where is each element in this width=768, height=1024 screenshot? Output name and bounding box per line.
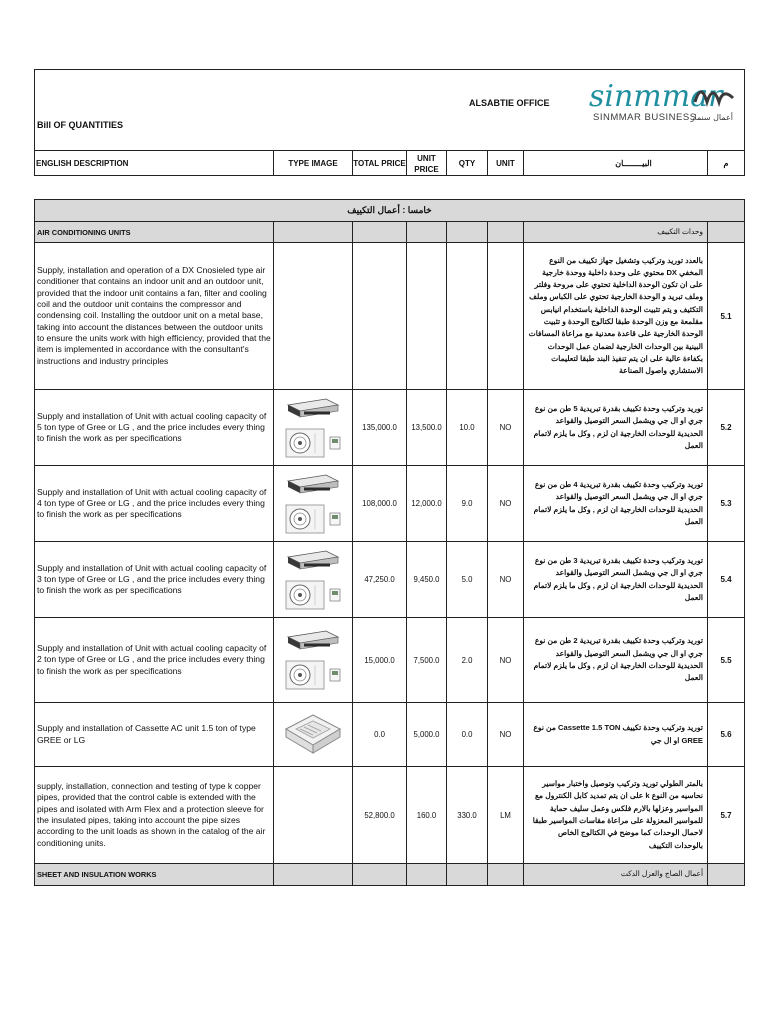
ducted-split-unit-image	[282, 627, 344, 693]
svg-text:sinmmar: sinmmar	[589, 79, 723, 114]
item-image-cell	[273, 466, 352, 541]
item-unit-price: 13,500.0	[406, 390, 446, 465]
item-total-price: 47,250.0	[352, 542, 406, 617]
item-number: 5.3	[707, 466, 744, 541]
table-row	[35, 542, 744, 618]
item-description-en: Supply and installation of Unit with actual cooling capacity of 3 ton type of Gree or LG , and the price includes every thing to finish the work as per specifications	[37, 562, 267, 596]
item-unit: NO	[487, 618, 523, 702]
col-english-description: ENGLISH DESCRIPTION	[36, 159, 129, 168]
item-description-ar: بالعدد توريد وتركيب وتشغيل جهاز تكييف من النوع المخفي DX محتوي على وحدة داخلية ووحدة خارجية على ان تكون الوحدة الداخلية تحتوي على مروحة وفلتر وملف تبريد و الوحدة الخارجية تحتوي على الكباس وملف التكثيف و يتم تثبيت الوحدة الداخلية باستخدام انيابس مقلمعة مع وزن الوحدة طبقا لكتالوج الوحدة و تثبيت الوحدة الخارجية على قاعدة معدنية مع مراعاة المسافات البينية بين الوحدات الخارجية لضمان عمل الوحدات بكفاءة عالية على ان يتم تنفيذ البند طبقا لتعليمات الاستشاري واصول الصناعة	[523, 243, 707, 389]
item-number: 5.7	[707, 767, 744, 863]
item-qty: 0.0	[446, 703, 487, 766]
col-type-image: TYPE IMAGE	[273, 151, 352, 176]
table-row	[35, 243, 744, 390]
company-logo	[587, 74, 739, 126]
table-row	[35, 390, 744, 466]
item-unit-price	[406, 243, 446, 389]
item-description-en: Supply and installation of Cassette AC unit 1.5 ton of type GREE or LG	[37, 723, 256, 745]
item-image-cell	[273, 767, 352, 863]
table-row	[35, 703, 744, 767]
subsection-title-en: SHEET AND INSULATION WORKS	[37, 870, 157, 879]
item-unit-price: 7,500.0	[406, 618, 446, 702]
table-row	[35, 466, 744, 542]
item-description-ar: توريد وتركيب وحدة تكييف بقدرة تبريدية 5 طن من نوع جري او ال جي ويشمل السعر التوصيل والقواعد الحديدية للوحدات الخارجية ان لزم , وكل ما يلزم لاتمام العمل	[523, 390, 707, 465]
item-qty: 10.0	[446, 390, 487, 465]
item-image-cell	[273, 703, 352, 766]
item-total-price: 108,000.0	[352, 466, 406, 541]
item-number: 5.6	[707, 703, 744, 766]
item-unit-price: 5,000.0	[406, 703, 446, 766]
item-total-price: 52,800.0	[352, 767, 406, 863]
col-arabic-description: البيــــــــان	[523, 151, 743, 176]
ducted-split-unit-image	[282, 547, 344, 613]
item-qty	[446, 243, 487, 389]
item-unit: NO	[487, 466, 523, 541]
item-description-ar: توريد وتركيب وحدة تكييف بقدرة تبريدية 2 طن من نوع جري او ال جي ويشمل السعر التوصيل والقواعد الحديدية للوحدات الخارجية ان لزم , وكل ما يلزم لاتمام العمل	[523, 618, 707, 702]
column-header-row	[35, 150, 744, 176]
item-description-ar: توريد وتركيب وحدة تكييف بقدرة تبريدية 3 طن من نوع جري او ال جي ويشمل السعر التوصيل والقواعد الحديدية للوحدات الخارجية ان لزم , وكل ما يلزم لاتمام العمل	[523, 542, 707, 617]
item-number: 5.4	[707, 542, 744, 617]
item-qty: 330.0	[446, 767, 487, 863]
item-total-price: 15,000.0	[352, 618, 406, 702]
item-description-ar: توريد وتركيب وحدة تكييف بقدرة تبريدية 4 طن من نوع جري او ال جي ويشمل السعر التوصيل والقواعد الحديدية للوحدات الخارجية ان لزم , وكل ما يلزم لاتمام العمل	[523, 466, 707, 541]
item-total-price: 135,000.0	[352, 390, 406, 465]
subsection-title-ar: وحدات التكييف	[523, 222, 707, 242]
item-unit: NO	[487, 703, 523, 766]
item-total-price	[352, 243, 406, 389]
item-unit-price: 12,000.0	[406, 466, 446, 541]
item-qty: 5.0	[446, 542, 487, 617]
item-description-en: Supply and installation of Unit with actual cooling capacity of 5 ton type of Gree or LG , and the price includes every thing to finish the work as per specifications	[37, 410, 267, 444]
item-number: 5.2	[707, 390, 744, 465]
document-title: Bill OF QUANTITIES	[37, 120, 124, 130]
item-description-en: Supply and installation of Unit with actual cooling capacity of 2 ton type of Gree or LG , and the price includes every thing to finish the work as per specifications	[37, 643, 267, 676]
item-description-en: Supply and installation of Unit with actual cooling capacity of 4 ton type of Gree or LG , and the price includes every thing to finish the work as per specifications	[37, 486, 267, 520]
item-description-en: Supply, installation and operation of a DX Cnosieled type air conditioner that contains an indoor unit and an outdoor unit, provided that the indoor unit contains a fan, filter and cooling coil and the outdoor unit contains the compressor and condensing coil. Installing the outdoor unit on a metal base, taking into account the distances between the outdoor units to ensure the units work with high efficiency, provided that the item is implemented in accordance with the consultant's instructions and industry principles	[37, 265, 271, 366]
col-unit: UNIT	[487, 151, 523, 176]
item-unit	[487, 243, 523, 389]
col-total-price: TOTAL PRICE	[352, 151, 406, 176]
item-image-cell	[273, 542, 352, 617]
item-description-en: supply, installation, connection and testing of type k copper pipes, provided that the control cable is extended with the pipes and isolated with Arm Flex and a protection sleeve for the insulated pipes, taking into account the pipe sizes according to the unit loads as shown in the catalog of the air conditioning units.	[37, 781, 266, 848]
col-unit-price: UNIT PRICE	[406, 151, 446, 176]
office-name: ALSABTIE OFFICE	[469, 98, 550, 108]
section-title-row	[35, 200, 744, 222]
subsection-title-ar: أعمال الصاج والعزل الدكت	[523, 864, 707, 885]
item-unit: NO	[487, 542, 523, 617]
col-qty: QTY	[446, 151, 487, 176]
item-image-cell	[273, 390, 352, 465]
subsection-title-en: AIR CONDITIONING UNITS	[37, 227, 131, 237]
svg-text:SINMMAR BUSINESS: SINMMAR BUSINESS	[593, 112, 697, 123]
item-unit: NO	[487, 390, 523, 465]
ducted-split-unit-image	[282, 395, 344, 461]
item-total-price: 0.0	[352, 703, 406, 766]
item-unit-price: 160.0	[406, 767, 446, 863]
cassette-unit-image	[282, 707, 344, 763]
subsection-row	[35, 222, 744, 243]
item-number: 5.5	[707, 618, 744, 702]
quantities-table	[34, 199, 745, 886]
table-row	[35, 767, 744, 864]
subsection-row	[35, 864, 744, 885]
col-item-number: م	[707, 151, 744, 176]
item-unit: LM	[487, 767, 523, 863]
svg-text:أعمال سنمار: أعمال سنمار	[690, 113, 733, 122]
item-number: 5.1	[707, 243, 744, 389]
document-header	[34, 69, 745, 176]
table-row	[35, 618, 744, 703]
item-description-ar: توريد وتركيب وحدة تكييف Cassette 1.5 TON من نوع GREE او ال جي	[523, 703, 707, 766]
item-unit-price: 9,450.0	[406, 542, 446, 617]
item-qty: 2.0	[446, 618, 487, 702]
item-description-ar: بالمتر الطولي توريد وتركيب وتوصيل واختبار مواسير نحاسيه من النوع k على ان يتم تمديد كابل الكنترول مع المواسير وعزلها بالارم فلكس وعمل سليف حماية للمواسير المعزولة على مراعاة مقاسات المواسير طبقا لاحمال الوحدات كما موضح في الكتالوج الخاص بالوحدات التكييف	[523, 767, 707, 863]
item-image-cell	[273, 618, 352, 702]
item-image-cell	[273, 243, 352, 389]
section-title: خامسا : أعمال التكييف	[347, 205, 432, 215]
item-qty: 9.0	[446, 466, 487, 541]
ducted-split-unit-image	[282, 471, 344, 537]
